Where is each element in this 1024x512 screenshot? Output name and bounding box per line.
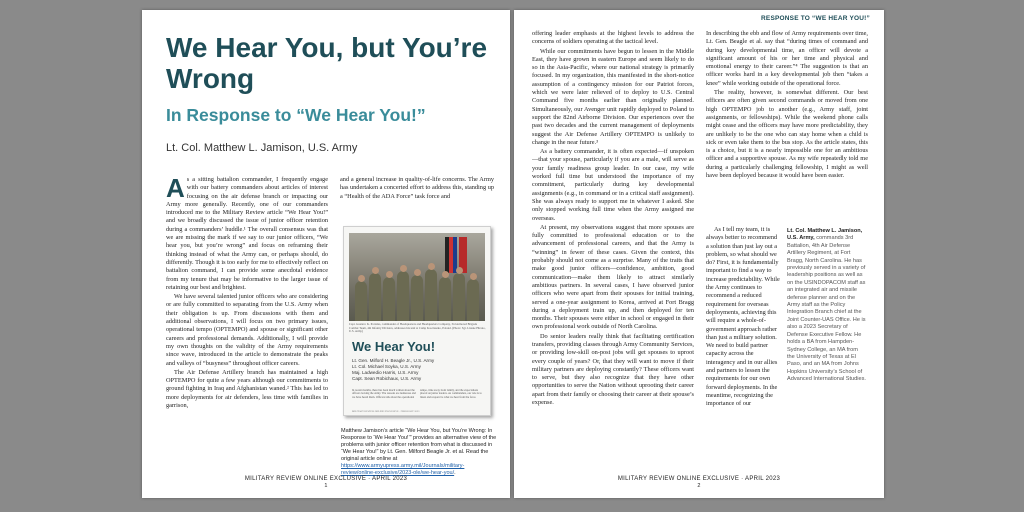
original-article-title: We Hear You! xyxy=(352,339,436,354)
right-column-2 xyxy=(706,30,868,224)
drop-cap: A xyxy=(166,176,185,203)
paragraph: offering leader emphasis at the highest levels to address the concerns of soldiers operating at the tactical level. xyxy=(532,30,694,46)
paragraph: In describing the ebb and flow of Army requirements over time, Lt. Gen. Beagle et al. say that “during times of command and during key developmental time, an officer will devote a significant amount of his or her time and physical and emotional energy to their career.”⁴ The suggestion is that an officer works hard in a key developmental job then “takes a knee” while working outside of the operational force. xyxy=(706,30,868,87)
bio-text: commands 3rd Battalion, 4th Air Defense Artillery Regiment, at Fort Bragg, North Carolina. He has previously served in a variety of leadership positions as well as on the USINDOPACOM staff as an integrated air and missile defense planner and on the Army staff as the Policy Integration Branch chief at the Joint Counter-UAS Office. He is also a 2023 Secretary of Defense Executive Fellow. He holds a BA from Hampden-Sydney College, an MA from the University of Texas at El Paso, and an MA from Johns Hopkins University’s School of Advanced International Studies. xyxy=(787,235,866,383)
flag-icon xyxy=(445,237,457,273)
page-number: 1 xyxy=(324,483,328,489)
original-article-authors: Lt. Gen. Milford H. Beagle Jr., U.S. Army Lt. Col. Michael Soyka, U.S. Army Maj. Ladwedio Harris, U.S. Army Capt. Sean Robichaux, U.S. Army xyxy=(352,358,435,381)
left-page xyxy=(142,10,510,498)
paragraph: and a general increase in quality-of-life concerns. The Army has undertaken a concerted effort to address this, standing up a “Health of the ADA Force” task force and xyxy=(340,176,494,200)
left-column-2 xyxy=(340,176,494,220)
paragraph: s a sitting battalion commander, I frequently engage with our battery commanders about articles of interest focusing on the air defense branch or impacting our Army more generally. Recently, one of our commanders introduced me to the Military Review article “We Hear You!” and we broadly discussed the issue of junior officer retention during a commanders’ huddle.¹ The overall consensus was that we are missing the mark if we say to our junior officers, “We hear you, but you’re wrong” and focus on reframing their thinking instead of what the Army can, or perhaps should, do differently. Though it is too early for me to effectively reflect on battalion command, I can provide some anecdotal evidence from my tenure that may be informative to the larger issue of retaining our best and brightest. xyxy=(166,176,328,291)
original-article-link[interactable]: https://www.armyupress.army.mil/Journals/military-review/online-exclusive/2023-ole/we-hear-you/ xyxy=(341,463,465,476)
article-title: We Hear You, but You’re Wrong xyxy=(166,32,488,94)
bio-name: Lt. Col. Matthew L. Jamison, U.S. Army, xyxy=(787,228,863,242)
right-column-1 xyxy=(532,30,694,474)
page-number: 2 xyxy=(697,483,701,489)
right-page xyxy=(514,10,884,498)
paragraph: Do senior leaders really think that facilitating certification transfers, providing classes through Army Community Services, or providing low-skill on-post jobs will get spouses to uproot every couple of years? Or, that they will want to move if their military partners are deploying constantly? These officers want to serve, but they also recognize that they have other opportunities to serve the Nation without uprooting their career apart from their family or choosing their career at their spouse’s expense. xyxy=(532,332,694,407)
inset-description: Matthew Jamison’s article “We Hear You, but You’re Wrong: In Response to ‘We Hear You!’” provides an alternative view of the problems with junior officer retention from what is discussed in “We Hear You!” by Lt. Gen. Milford Beagle Jr. et al. Read the original article online at https://www.armyupress.army.mil/Journals/military-review/online-exclusive/2023-ole/we-hear-you/. xyxy=(341,428,497,476)
original-article-body: In recent months, there has been much written about the officers leaving the Army. The reasons are numerous and we have heard them. Officers talk about the operational tempo, time away from family, and the expectations placed on junior leaders. As commanders, our role is to listen and respond to what we hear from the force. xyxy=(352,389,482,399)
paragraph: As I tell my team, it is always better to recommend a solution than just lay out a problem, so what should we do? First, it is fundamentally important to find a way to increase predictability. While the Army continues to recommend a reduced requirement for overseas deployments, achieving this will require a whole-of-government approach rather than just a military solution. We need to build partner capacity across the interagency and in our allies and partners to lessen the requirements for our own forward deployments. In the meantime, recognizing the importance of our xyxy=(706,226,780,408)
paragraph: While our commitments have begun to lessen in the Middle East, they have grown in eastern Europe and seem likely to do so in the Asia-Pacific, where our national strategy is primarily focused. In my organization, this manifested in the short-notice assumption of a contingency mission for our Patriot forces, which we were later relieved of to deploy to U.S. Central Command five months earlier than originally planned. Simultaneously, our Avenger unit rapidly deployed to Poland to support the 82nd Airborne Division. Our experiences over the past two decades and the current management of deployments suggest the Air Defense Artillery OPTEMPO is unlikely to change in the near future.³ xyxy=(532,47,694,146)
photo-caption: Capt. Gustavo K. Portales, commander of Headquarters and Headquarters Company, 3rd Armored Brigade Combat Team, 4th Infantry Division, addresses his unit at Camp Kosciuszko, Poland. (Photo: Sgt. Lianne Hirano, U.S. Army) xyxy=(349,322,486,334)
page-footer: MILITARY REVIEW ONLINE EXCLUSIVE · APRIL 2023 2 xyxy=(514,476,884,489)
article-subtitle: In Response to “We Hear You!” xyxy=(166,105,426,125)
soldiers-photo xyxy=(349,233,485,321)
paragraph: We have several talented junior officers who are considering or are fully committed to separating from the U.S. Army when their obligation is up. From discussions with them and additional observations, I will focus on two primary issues, operational tempo (OPTEMPO) and spouse or significant other careers and professional demands. Additionally, I will provide my own thoughts on the validity of the Army requirements since wave, introduced in the article to demonstrate the peaks and valleys of “busyness” throughout officer careers. xyxy=(166,293,328,367)
running-head: RESPONSE TO “WE HEAR YOU!” xyxy=(761,15,870,22)
original-article-thumbnail[interactable] xyxy=(343,226,491,416)
paragraph: The reality, however, is somewhat different. Our best officers are often given second commands or moved from one high OPTEMPO job to another (e.g., Army staff, joint assignments, or fellowships). While the weekend phone calls might cease and the officers may have more predictability, they are unlikely to be the one who can stay home when a child is sick or even take them to the bus stop. As the article states, this is a choice, but it is a nearly impossible one for an ambitious officer and a supportive spouse. As my wife repeatedly told me during a particularly challenging fellowship, I might as well have been deployed because it would have been easier. xyxy=(706,89,868,180)
paragraph: As a battery commander, it is often expected—if unspoken—that your spouse, particularly if you are a male, will serve as your family readiness group leader. In our case, my wife worked full time but understood the importance of my commitment, particularly during key developmental assignments (e.g., in command or in a critical staff assignment). She was always ready to support me in whatever I asked. She only stopped working full time when the Army assigned me overseas. xyxy=(532,148,694,222)
left-column-1 xyxy=(166,176,328,474)
paragraph: At present, my observations suggest that more spouses are fully committed to professional education or to the advancement of professional careers, and that the Army is “winning” in fewer of these cases. Given the context, this probably should not come as a surprise. Many of the traits that make good junior officers—confidence, ambition, good communication—make them likely to attract similarly ambitious partners. In several cases, I have observed junior officers who were apart from their spouses for initial training, served a one-year assignment to Korea, arrived at Fort Bragg during a deployment train up, and then deployed for ten months. Their spouses were either in school or engaged in their own professional work outside of North Carolina. xyxy=(532,223,694,331)
right-column-2-lower xyxy=(706,226,780,474)
author-byline: Lt. Col. Matthew L. Jamison, U.S. Army xyxy=(166,142,358,154)
original-article-footer: MILITARY REVIEW ONLINE EXCLUSIVE · FEBRUARY 2023 xyxy=(352,410,420,413)
paragraph: The Air Defense Artillery branch has maintained a high OPTEMPO for quite a few years although our commitments to ground fighting in Iraq and Afghanistan waned.² This has led to more deployments for air defenders, less time with families in garrison, xyxy=(166,368,328,410)
author-bio xyxy=(787,228,867,384)
page-footer: MILITARY REVIEW ONLINE EXCLUSIVE · APRIL 2023 1 xyxy=(142,476,510,489)
